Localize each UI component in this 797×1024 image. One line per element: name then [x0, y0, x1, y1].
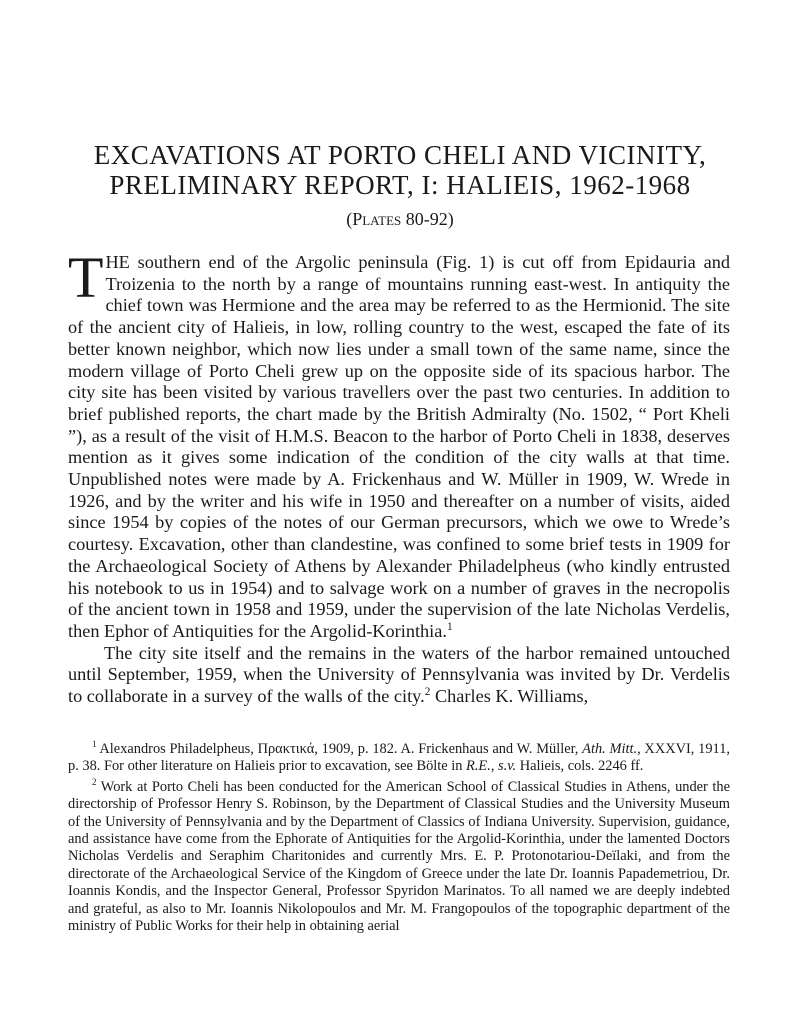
footnote-1-text-e: Halieis, cols. 2246 ff.: [516, 758, 644, 775]
article-title-line-2: PRELIMINARY REPORT, I: HALIEIS, 1962-1968: [109, 170, 691, 200]
footnote-1-mark: 1: [92, 739, 97, 750]
footnote-1-greek-title: Πρακτικά: [257, 741, 315, 757]
plates-reference: [60, 208, 740, 230]
footnote-2: [68, 779, 730, 936]
paragraph-2-tail: Charles K. Williams,: [430, 686, 589, 707]
footnote-1-text-c: , XXXVI, 1911, p. 38. For other literature on Halieis prior to excavation, see Bölte in: [68, 741, 730, 775]
plates-open-paren: (: [346, 209, 353, 229]
drop-cap: T: [68, 245, 104, 310]
footnote-ref-2: 2: [424, 685, 431, 698]
main-text: [68, 245, 730, 708]
footnote-1-journal: Ath. Mitt.: [582, 741, 638, 757]
paragraph-1-text: HE southern end of the Argolic peninsula (Fig. 1) is cut off from Epidauria and Troizenia to the north by a range of mountains running east-west. In antiquity the chief town was Hermione and the area may be referred to as the Hermionid. The site of the ancient city of Halieis, in low, rolling country to the west, escaped the fate of its better known neighbor, which now lies under a small town of the same name, since the modern village of Porto Cheli grew up on the opposite side of its spacious harbor. The city site has been visited by various travellers over the past two centuries. In addition to brief published reports, the chart made by the British Admiralty (No. 1502, “ Port Kheli ”), as a result of the visit of H.M.S. Beacon to the harbor of Porto Cheli in 1838, deserves mention as it gives some indication of the condition of the city walls at that time. Unpublished notes were made by A. Frickenhaus and W. Müller in 1909, W. Wrede in 1926, and by the writer and his wife in 1950 and thereafter on a number of visits, aided since 1954 by copies of the notes of our German precursors, which we owe to Wrede’s courtesy. Excavation, other than clandestine, was confined to some brief tests in 1909 for the Archaeological Society of Athens by Alexander Philadelpheus (who kindly entrusted his notebook to us in 1954) and to salvage work on a number of graves in the necropolis of the ancient town in 1958 and 1959, under the supervision of the late Nicholas Verdelis, then Ephor of Antiquities for the Argolid-Korinthia.: [68, 252, 730, 641]
article-title-line-1: EXCAVATIONS AT PORTO CHELI AND VICINITY,: [93, 140, 707, 170]
footnote-1: [68, 741, 730, 776]
footnotes: [68, 741, 730, 935]
paragraph-1: [68, 245, 730, 643]
footnote-1-text-a: Alexandros Philadelpheus,: [96, 741, 258, 757]
footnote-2-text: Work at Porto Cheli has been conducted for the American School of Classical Studies in Athens, under the directorship of Professor Henry S. Robinson, by the Department of Classical Studies and the University Museum of the University of Pennsylvania and by the Department of Classics of Indiana University. Supervision, guidance, and assistance have come from the Ephorate of Antiquities for the Argolid-Korinthia, under the lamented Doctors Nicholas Verdelis and Seraphim Charitonides and currently Mrs. E. P. Protonotariou-Deïlaki, and from the directorate of the Archaeological Service of the Kingdom of Greece under the late Dr. Ioannis Papademetriou, Dr. Ioannis Kondis, and the Inspector General, Professor Spyridon Marinatos. To all named we are deeply indebted and grateful, as also to Mr. Ioannis Nikolopoulos and Mr. M. Frangopoulos of the topographic department of the ministry of Public Works for their help in obtaining aerial: [68, 778, 730, 935]
footnote-1-re: R.E.: [466, 758, 491, 775]
footnote-1-text-b: , 1909, p. 182. A. Frickenhaus and W. Müller,: [314, 741, 583, 757]
footnote-1-sv: s.v.: [498, 758, 517, 775]
paragraph-2-text: The city site itself and the remains in the waters of the harbor remained untouched until September, 1959, when the University of Pennsylvania was invited by Dr. Verdelis to collaborate in a survey of the walls of the city.: [68, 642, 730, 707]
footnote-1-text-d: ,: [490, 758, 499, 775]
plates-word: Plates: [352, 209, 402, 229]
plates-range: 80-92): [401, 209, 454, 229]
footnote-ref-1: 1: [446, 620, 453, 633]
footnote-2-mark: 2: [92, 777, 97, 788]
paragraph-2: [68, 643, 730, 708]
